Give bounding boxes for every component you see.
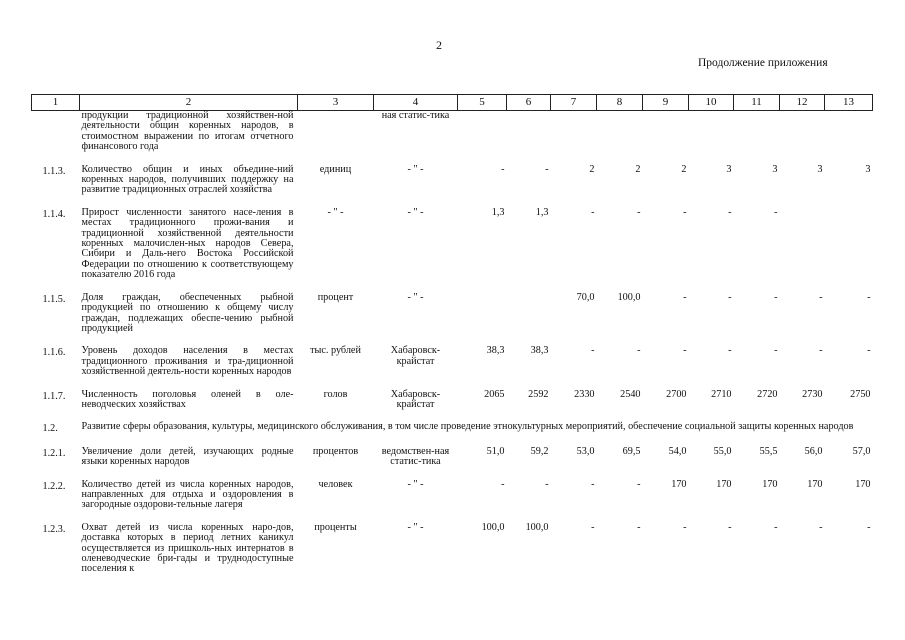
- value-cell: -: [637, 521, 641, 533]
- value-cell: -: [591, 206, 595, 218]
- value-cell: 55,5: [759, 445, 778, 457]
- header-col-4: 4: [374, 95, 458, 111]
- indicator-name: Количество общин и иных объедине-ний коренных народов, получивших поддержку на развитие традиционных отраслей хозяйства: [81, 163, 294, 196]
- value-cell: 2592: [528, 388, 549, 400]
- value-cell: [458, 293, 507, 347]
- header-col-9: 9: [643, 95, 689, 111]
- value-cell: -: [683, 521, 687, 533]
- row-number: 1.1.4.: [42, 208, 66, 220]
- header-col-10: 10: [689, 95, 734, 111]
- unit-cell: тыс. рублей: [310, 345, 361, 357]
- indicator-name: продукции традиционной хозяйствен-ной деятельности общин коренных народов, в стоимостном выражении по итогам отчетного финансового года: [81, 110, 294, 153]
- unit-cell: человек: [318, 478, 353, 490]
- value-cell: 3: [817, 163, 823, 175]
- value-cell: 2065: [484, 388, 505, 400]
- value-cell: 1,3: [535, 206, 549, 218]
- value-cell: 2: [589, 163, 595, 175]
- header-col-5: 5: [458, 95, 507, 111]
- value-cell: 2730: [802, 388, 823, 400]
- indicator-name: Уровень доходов населения в местах традиционного проживания и тра-диционной хозяйственной деятель-ности коренных народов: [81, 345, 294, 378]
- header-col-11: 11: [734, 95, 780, 111]
- value-cell: -: [728, 291, 732, 303]
- value-cell: 3: [726, 163, 732, 175]
- value-cell: -: [728, 206, 732, 218]
- indicator-name: Прирост численности занятого насе-ления в местах традиционного прожи-вания и традиционной хозяйственной деятельности коренных малочислен-ных народов Севера, Сибири и Даль-него Востока Российской Федерации по отношению к соответствующему показателю 2016 года: [81, 206, 294, 281]
- value-cell: -: [819, 345, 823, 357]
- value-cell: [780, 111, 825, 165]
- value-cell: -: [683, 206, 687, 218]
- row-number: 1.1.5.: [42, 293, 66, 305]
- row-number: 1.2.1.: [42, 447, 66, 459]
- indicator-name: Численность поголовья оленей в оле-неводческих хозяйствах: [81, 388, 294, 410]
- source-cell: - " -: [407, 291, 424, 303]
- source-cell: Хабаровск-крайстат: [390, 388, 441, 410]
- source-cell: Хабаровск-крайстат: [390, 345, 441, 367]
- value-cell: [643, 111, 689, 165]
- header-col-7: 7: [551, 95, 597, 111]
- source-cell: ведомствен-ная статис-тика: [381, 445, 450, 468]
- unit-cell: - " -: [327, 206, 344, 218]
- value-cell: 69,5: [622, 445, 641, 457]
- value-cell: 170: [855, 478, 871, 490]
- unit-cell: [298, 111, 374, 165]
- header-col-2: 2: [80, 95, 298, 111]
- indicator-name: Количество детей из числа коренных народов, направленных для отдыха и оздоровления в загородные оздорови-тельные лагеря: [81, 478, 294, 511]
- header-row: [32, 95, 873, 111]
- value-cell: -: [774, 291, 778, 303]
- value-cell: [825, 111, 873, 165]
- value-cell: -: [728, 345, 732, 357]
- value-cell: 100,0: [525, 521, 549, 533]
- table-row: [32, 208, 873, 293]
- value-cell: 100,0: [617, 291, 641, 303]
- row-number: 1.1.6.: [42, 347, 66, 359]
- value-cell: [507, 111, 551, 165]
- value-cell: 100,0: [481, 521, 505, 533]
- value-cell: -: [774, 521, 778, 533]
- header-col-12: 12: [780, 95, 825, 111]
- value-cell: 51,0: [486, 445, 505, 457]
- value-cell: 2: [635, 163, 641, 175]
- table-row: [32, 111, 873, 165]
- section-row: [32, 422, 873, 446]
- value-cell: 55,0: [713, 445, 732, 457]
- header-col-13: 13: [825, 95, 873, 111]
- value-cell: 38,3: [486, 345, 505, 357]
- value-cell: 2750: [850, 388, 871, 400]
- value-cell: [551, 111, 597, 165]
- value-cell: -: [545, 478, 549, 490]
- header-col-8: 8: [597, 95, 643, 111]
- indicator-name: Доля граждан, обеспеченных рыбной продукцией по отношению к общему числу граждан, подлежащих обеспе-чению рыбной продукцией: [81, 291, 294, 334]
- row-number: [32, 111, 80, 165]
- continuation-label: Продолжение приложения: [698, 57, 828, 69]
- row-number: 1.2.2.: [42, 480, 66, 492]
- value-cell: 170: [716, 478, 732, 490]
- value-cell: -: [867, 521, 871, 533]
- value-cell: -: [819, 521, 823, 533]
- value-cell: 2330: [574, 388, 595, 400]
- row-number: 1.2.: [42, 423, 58, 435]
- value-cell: 170: [807, 478, 823, 490]
- table-row: [32, 480, 873, 523]
- value-cell: [689, 111, 734, 165]
- value-cell: -: [867, 291, 871, 303]
- value-cell: -: [501, 478, 505, 490]
- value-cell: -: [774, 345, 778, 357]
- header-col-6: 6: [507, 95, 551, 111]
- row-number: 1.1.3.: [42, 165, 66, 177]
- value-cell: [597, 111, 643, 165]
- unit-cell: единиц: [319, 163, 352, 175]
- table-row: [32, 523, 873, 587]
- table-row: [32, 390, 873, 423]
- value-cell: -: [637, 478, 641, 490]
- value-cell: 54,0: [668, 445, 687, 457]
- unit-cell: голов: [323, 388, 348, 400]
- value-cell: -: [637, 206, 641, 218]
- value-cell: 53,0: [576, 445, 595, 457]
- value-cell: 2700: [666, 388, 687, 400]
- value-cell: -: [501, 163, 505, 175]
- value-cell: 170: [762, 478, 778, 490]
- indicator-name: Охват детей из числа коренных наро-дов, доставка которых в период летних каникул осуществляется из пришколь-ных интернатов в оленеводческие бри-гады и труднодоступные поселения к: [81, 521, 294, 575]
- value-cell: 3: [772, 163, 778, 175]
- value-cell: -: [591, 478, 595, 490]
- source-cell: - " -: [407, 478, 424, 490]
- value-cell: 170: [671, 478, 687, 490]
- row-number: 1.2.3.: [42, 523, 66, 535]
- value-cell: 2540: [620, 388, 641, 400]
- indicators-table: [31, 94, 873, 587]
- value-cell: -: [683, 291, 687, 303]
- header-col-1: 1: [32, 95, 80, 111]
- value-cell: 3: [865, 163, 871, 175]
- section-title: Развитие сферы образования, культуры, медицинского обслуживания, в том числе проведение этнокультурных мероприятий, обеспечение социальной защиты коренных народов: [81, 421, 854, 433]
- value-cell: 38,3: [530, 345, 549, 357]
- value-cell: -: [591, 521, 595, 533]
- value-cell: 1,3: [491, 206, 505, 218]
- value-cell: -: [545, 163, 549, 175]
- unit-cell: процентов: [312, 445, 359, 457]
- value-cell: 2720: [757, 388, 778, 400]
- table-row: [32, 346, 873, 389]
- value-cell: 2710: [711, 388, 732, 400]
- header-col-3: 3: [298, 95, 374, 111]
- unit-cell: проценты: [314, 521, 357, 533]
- indicator-name: Увеличение доли детей, изучающих родные языки коренных народов: [81, 445, 294, 468]
- value-cell: -: [683, 345, 687, 357]
- value-cell: [825, 208, 873, 293]
- value-cell: 59,2: [530, 445, 549, 457]
- value-cell: 70,0: [576, 291, 595, 303]
- table-row: [32, 293, 873, 347]
- value-cell: 2: [681, 163, 687, 175]
- value-cell: [507, 293, 551, 347]
- page-number: 2: [436, 38, 442, 52]
- table-row: [32, 447, 873, 480]
- value-cell: -: [728, 521, 732, 533]
- value-cell: [780, 208, 825, 293]
- source-cell: ная статис-тика: [381, 110, 450, 121]
- value-cell: 57,0: [852, 445, 871, 457]
- unit-cell: процент: [317, 291, 354, 303]
- value-cell: -: [819, 291, 823, 303]
- source-cell: - " -: [407, 206, 424, 218]
- value-cell: [458, 111, 507, 165]
- value-cell: -: [774, 206, 778, 218]
- table-row: [32, 165, 873, 208]
- source-cell: - " -: [407, 521, 424, 533]
- value-cell: [734, 111, 780, 165]
- value-cell: -: [867, 345, 871, 357]
- value-cell: -: [591, 345, 595, 357]
- source-cell: - " -: [407, 163, 424, 175]
- value-cell: 56,0: [804, 445, 823, 457]
- row-number: 1.1.7.: [42, 390, 66, 402]
- value-cell: -: [637, 345, 641, 357]
